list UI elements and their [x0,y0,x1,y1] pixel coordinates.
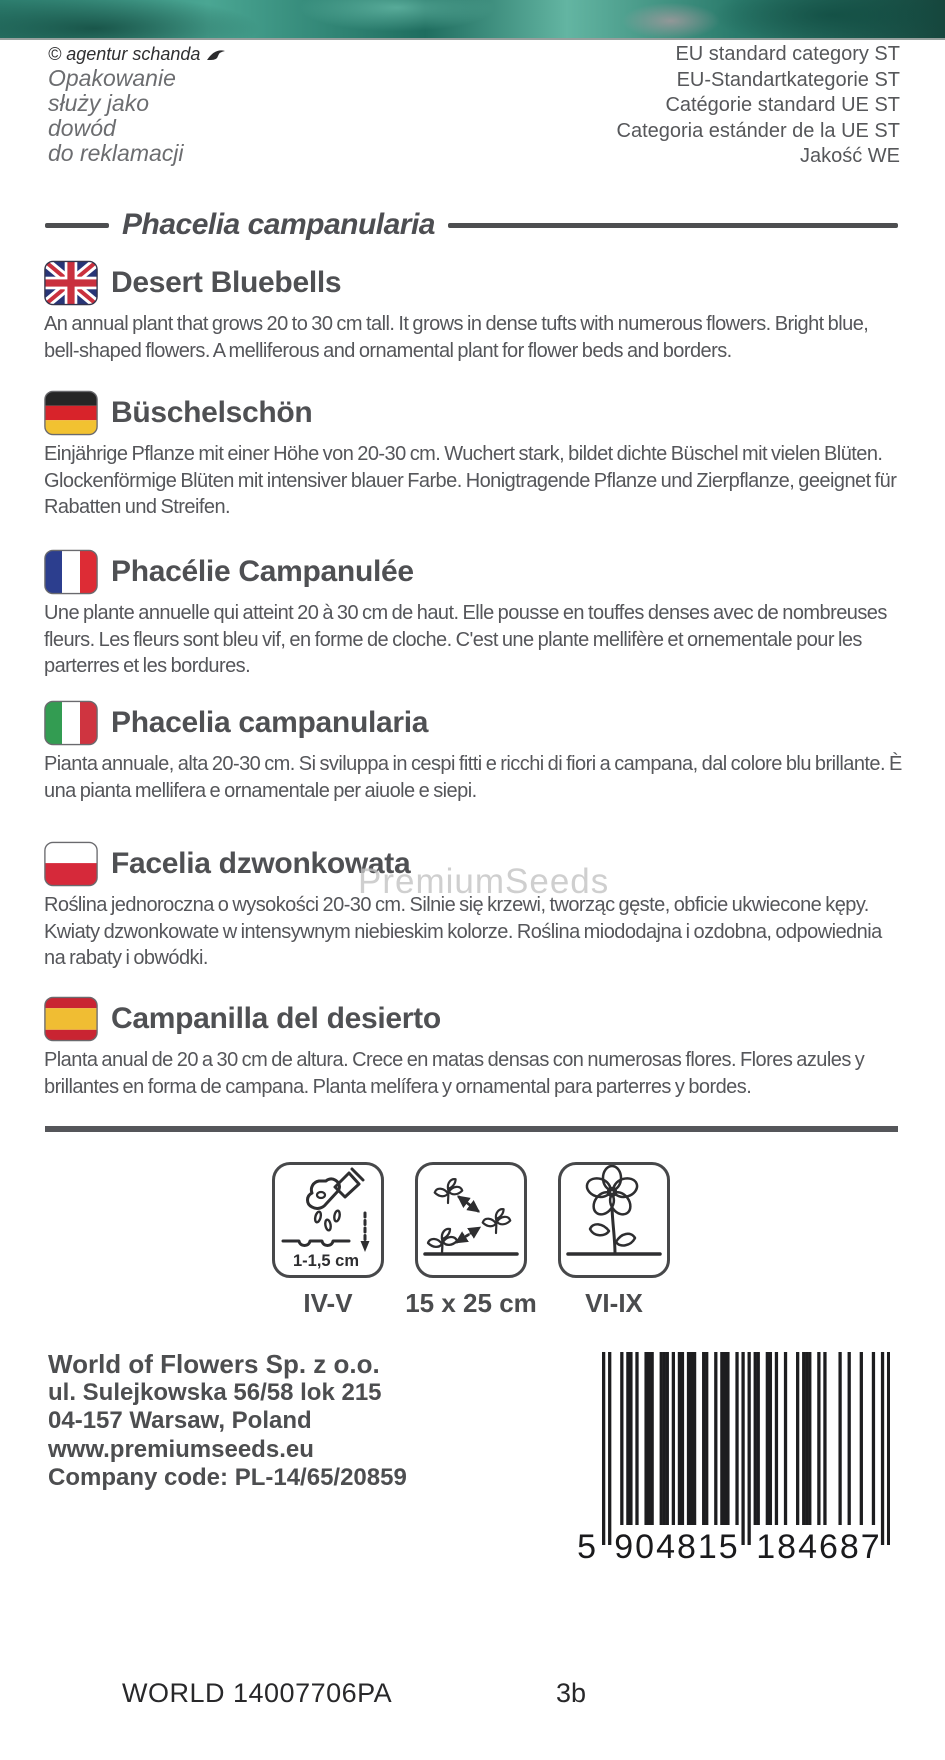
premiumseeds-watermark: PremiumSeeds [358,862,610,901]
address-line: ul. Sulejkowska 56/58 lok 215 [48,1378,382,1406]
section-english [44,260,906,364]
website: www.premiumseeds.eu [48,1435,314,1463]
swoosh-logo-icon [206,47,228,63]
spain-flag-icon [44,996,98,1042]
sowing-period-label: IV-V [303,1288,353,1318]
company-block [48,1350,407,1493]
eu-category-line: EU standard category ST [675,43,900,65]
species-title: Phacelia campanularia [122,208,435,241]
title-rule-left [45,223,109,228]
print-code: WORLD 14007706PA [122,1678,393,1708]
flowering-period-label: VI-IX [585,1288,643,1318]
sowing-hand-icon [275,1165,381,1275]
eu-standard-category-block [617,42,901,170]
section-spanish [44,996,906,1100]
section-header [44,390,906,436]
batch-code: 3b [556,1678,587,1708]
barcode-bars [602,1352,890,1546]
section-text: Pianta annuale, alta 20-30 cm. Si sviluppa in cespi fitti e ricchi di fiori a campana, dal colore blu brillante. È una pianta mellifera e ornamentale per aiuole e siepi. [44,753,902,802]
section-header [44,700,906,746]
packaging-note-line: służy jako [48,90,149,116]
uk-flag-icon [44,260,98,306]
packaging-note [48,66,184,166]
barcode-digit-group: 5 [577,1528,596,1566]
section-text: Einjährige Pflanze mit einer Höhe von 20-30 cm. Wuchert stark, bildet dichte Büschel mit vielen Blüten. Glockenförmige Blüten mit intensiver blauer Farbe. Honigtragende Pflanze und Zierpflanze, geeignet für Rabatten und Streifen. [44,443,897,518]
eu-category-line: Catégorie standard UE ST [665,94,900,116]
company-code: Company code: PL-14/65/20859 [48,1464,407,1491]
flower-icon [561,1165,667,1275]
section-heading: Facelia dzwonkowata [111,847,411,880]
section-heading: Büschelschön [111,396,313,429]
section-text: An annual plant that grows 20 to 30 cm tall. It grows in dense tufts with numerous flowers. Bright blue, bell-shaped flowers. A melliferous and ornamental plant for flower beds and borders. [44,313,869,362]
credit-text: © agentur schanda [48,44,201,64]
plant-spacing-box [415,1162,527,1278]
section-heading: Campanilla del desierto [111,1002,441,1035]
section-italian [44,700,906,804]
france-flag-icon [44,549,98,595]
species-title-row [45,208,898,242]
packaging-note-line: Opakowanie [48,65,176,91]
info-divider [45,1126,898,1132]
sowing-depth-box [272,1162,384,1278]
company-name: World of Flowers Sp. z o.o. [48,1349,380,1379]
italy-flag-icon [44,700,98,746]
section-text: Une plante annuelle qui atteint 20 à 30 cm de haut. Elle pousse en touffes denses avec de nombreuses fleurs. Les fleurs sont bleu vif, en forme de cloche. C'est une plante mellifère et ornementale pour les parterres et les bordures. [44,602,887,677]
plant-spacing-icon [418,1165,524,1275]
section-header [44,996,906,1042]
credit-line [48,44,228,65]
section-french [44,549,906,680]
section-header [44,260,906,306]
barcode-digit-group: 184687 [756,1528,882,1566]
section-polish [44,841,906,972]
sowing-depth-label: 1-1,5 cm [292,1252,360,1270]
germany-flag-icon [44,390,98,436]
barcode-digit-group: 904815 [614,1528,740,1566]
poland-flag-icon [44,841,98,887]
header-photo-strip [0,0,945,40]
packaging-note-line: dowód [48,115,116,141]
section-heading: Phacélie Campanulée [111,555,414,588]
section-heading: Desert Bluebells [111,266,342,299]
section-header [44,549,906,595]
section-heading: Phacelia campanularia [111,706,429,739]
section-german [44,390,906,521]
eu-category-line: Categoria estánder de la UE ST [616,119,900,142]
section-text: Planta anual de 20 a 30 cm de altura. Crece en matas densas con numerosas flores. Flores azules y brillantes en forma de campana. Planta melífera y ornamental para parterres y bordes. [44,1049,865,1098]
eu-category-line: Jakość WE [799,145,900,167]
packaging-note-line: do reklamacji [48,140,184,166]
flowering-box [558,1162,670,1278]
spacing-label: 15 x 25 cm [405,1288,537,1318]
address-line: 04-157 Warsaw, Poland [48,1407,312,1434]
eu-category-line: EU-Standartkategorie ST [676,68,900,91]
section-text: Roślina jednoroczna o wysokości 20-30 cm. Silnie się krzewi, tworząc gęste, obficie ukwiecone kępy. Kwiaty dzwonkowate w intensywnym niebieskim kolorze. Roślina miododajna i ozdobna, odpowiednia na rabaty i obwódki. [44,894,882,969]
barcode [570,1352,915,1602]
title-rule-right [448,223,898,228]
